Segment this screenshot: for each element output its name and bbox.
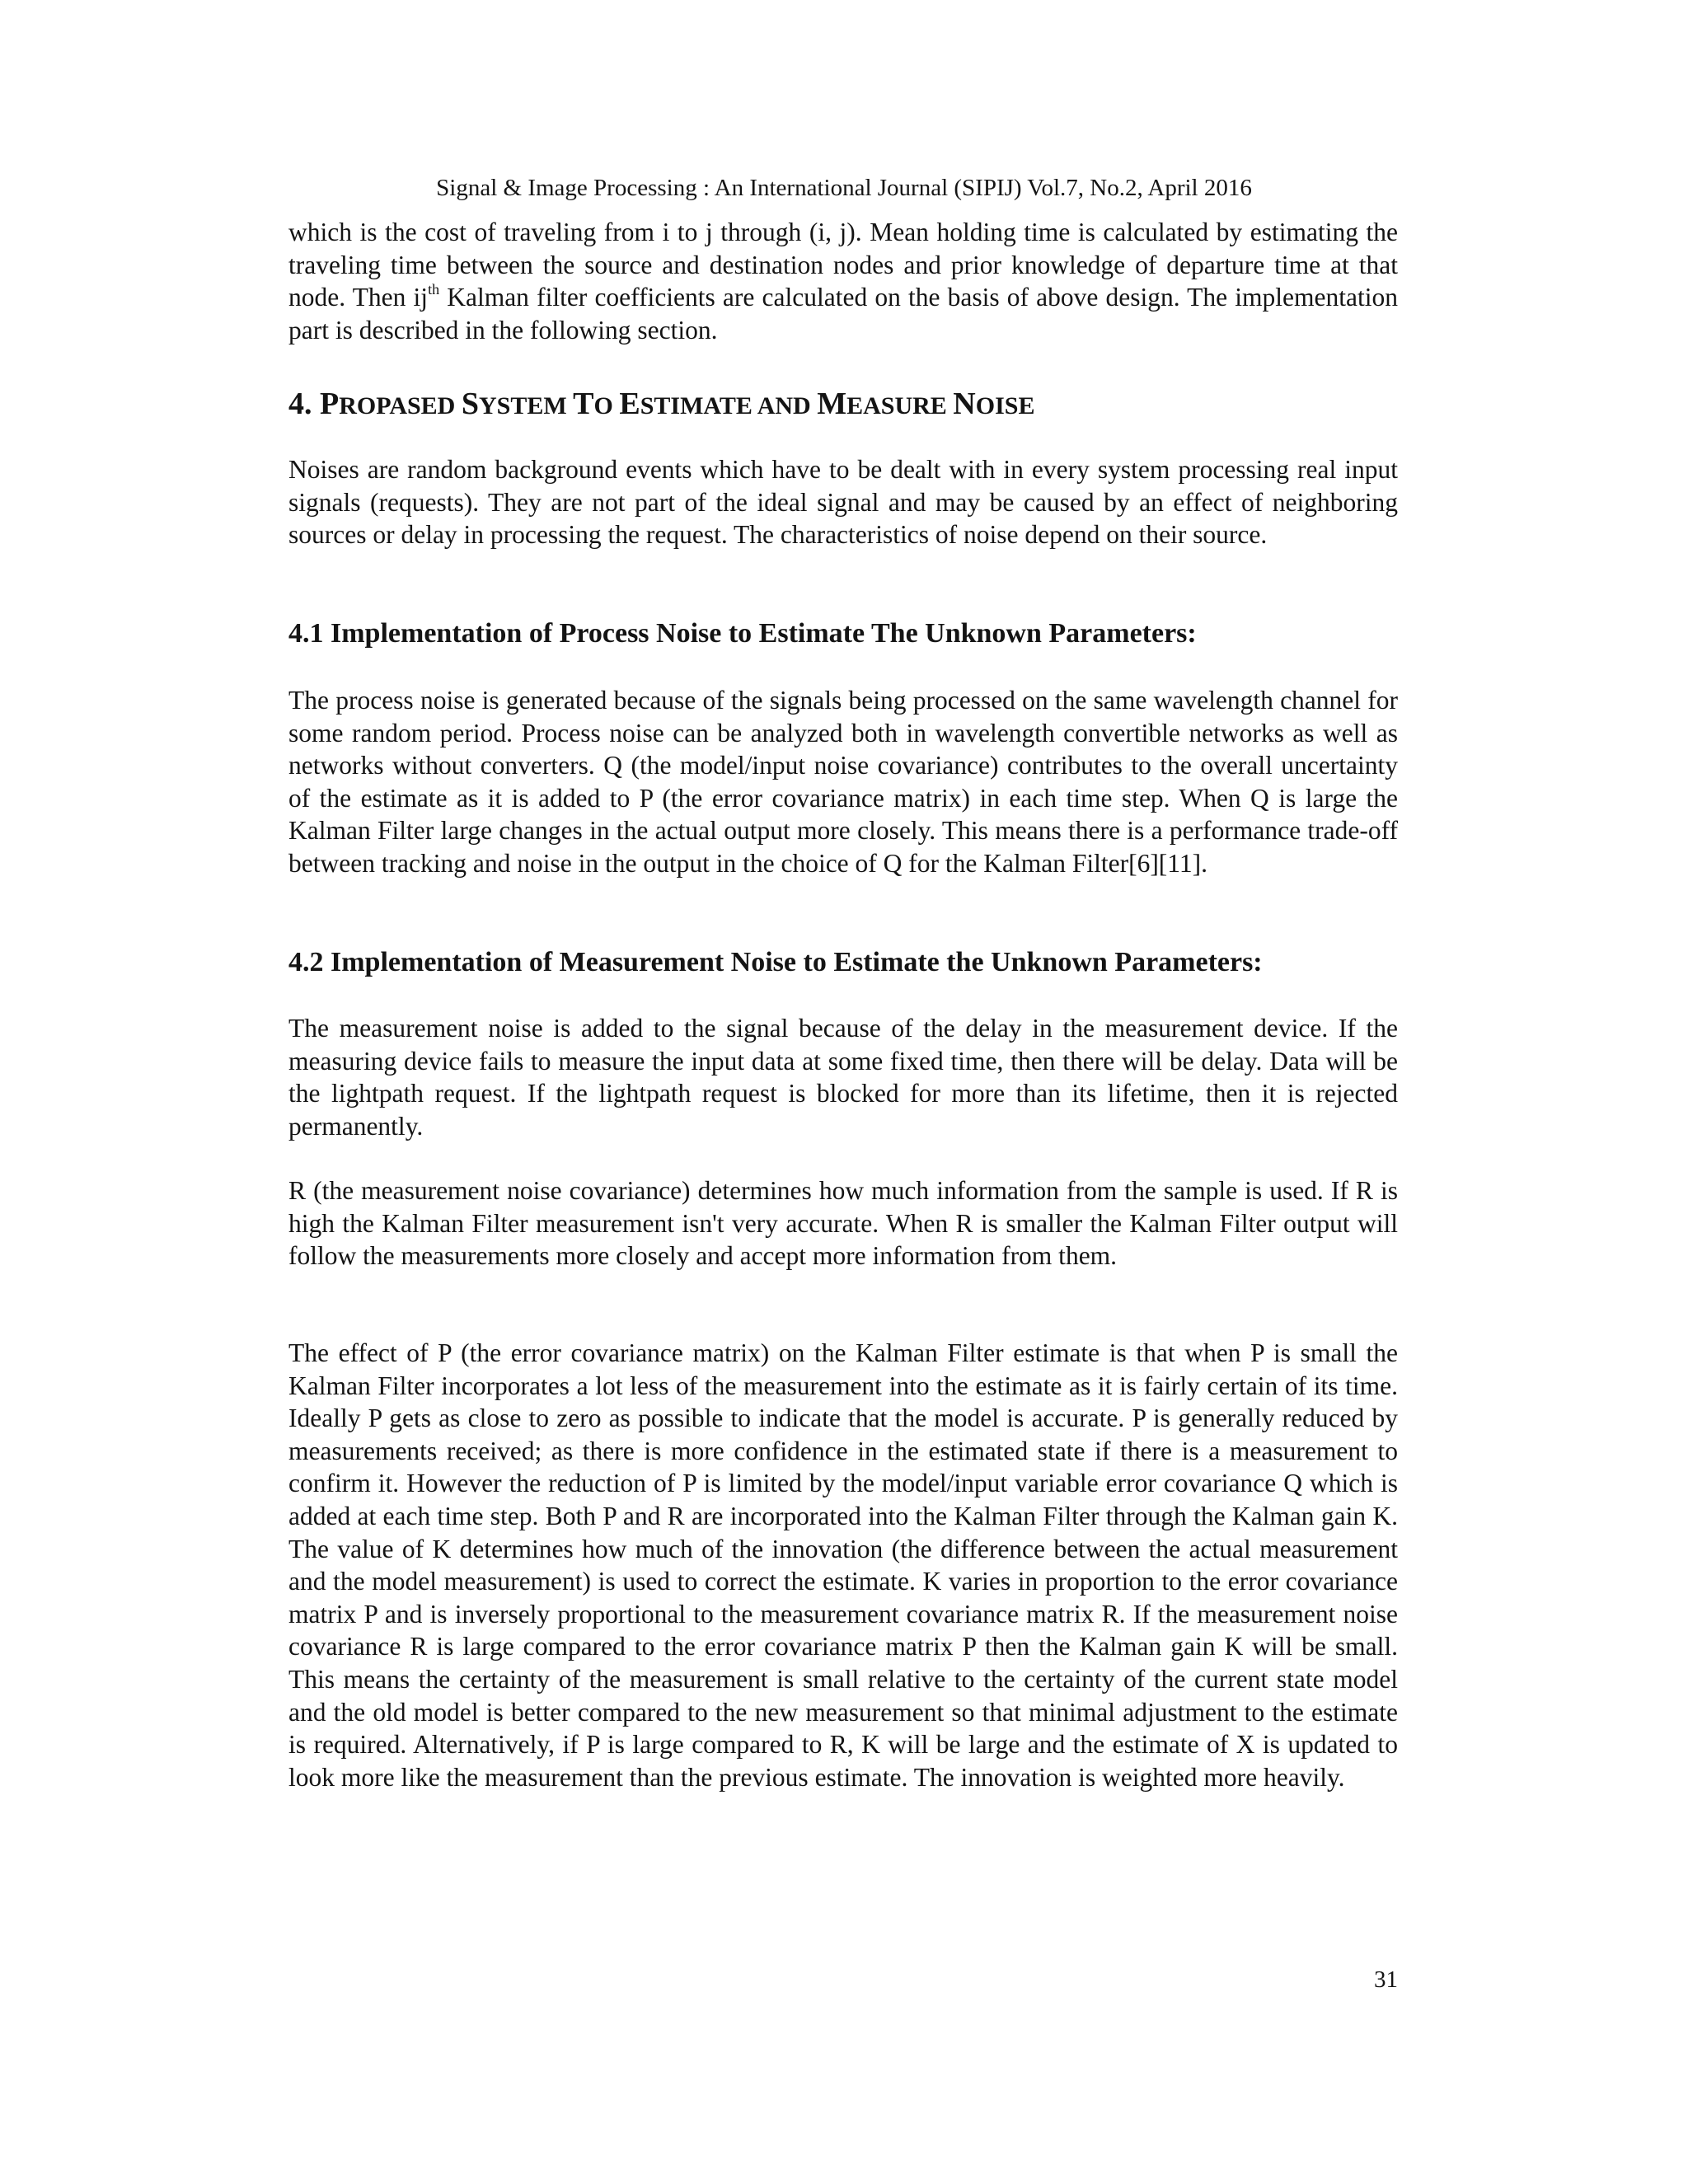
section-4-title-rest: O [593, 392, 620, 419]
section-4-heading [288, 384, 1398, 426]
section-4-title-cap: N [953, 387, 976, 421]
section-4-title-cap: T [573, 387, 594, 421]
section-4-2-heading: 4.2 Implementation of Measurement Noise to Estimate the Unknown Parameters: [288, 947, 1263, 977]
intro-paragraph [288, 216, 1398, 346]
section-4-title-cap: M [817, 387, 847, 421]
section-4-2-paragraph-1: The measurement noise is added to the signal because of the delay in the measurement device. If the measuring device fails to measure the input data at some fixed time, then there will be delay. Data will be the lightpath request. If the lightpath request is blocked for more than its lifetime, then it is rejected permanently. [288, 1014, 1398, 1141]
section-4-number: 4. [288, 387, 320, 421]
running-header: Signal & Image Processing : An International Journal (SIPIJ) Vol.7, No.2, April 2016 [436, 175, 1252, 201]
section-4-title-rest: YSTEM [478, 392, 574, 419]
page-number: 31 [1374, 1966, 1398, 1993]
section-4-paragraph: Noises are random background events which have to be dealt with in every system processing real input signals (requests). They are not part of the ideal signal and may be caused by an effect of neighboring sources or delay in processing the request. The characteristics of noise depend on their source. [288, 455, 1398, 550]
section-4-title-rest: STIMATE AND [640, 392, 818, 419]
section-4-2-paragraph-2: R (the measurement noise covariance) determines how much information from the sample is used. If R is high the Kalman Filter measurement isn't very accurate. When R is smaller the Kalman Filter output will follow the measurements more closely and accept more information from them. [288, 1176, 1398, 1271]
section-4-title-rest: OISE [975, 392, 1035, 419]
section-4-title-cap: P [320, 387, 340, 421]
section-4-1-paragraph: The process noise is generated because of the signals being processed on the same wavelength channel for some random period. Process noise can be analyzed both in wavelength convertible networks as well as networks without converters. Q (the model/input noise covariance) contributes to the overall uncertainty of the estimate as it is added to P (the error covariance matrix) in each time step. When Q is large the Kalman Filter large changes in the actual output more closely. This means there is a performance trade-off between tracking and noise in the output in the choice of Q for the Kalman Filter[6][11]. [288, 686, 1398, 878]
section-4-title-cap: S [461, 387, 479, 421]
section-4-1-heading: 4.1 Implementation of Process Noise to Estimate The Unknown Parameters: [288, 618, 1197, 649]
section-4-title-rest: EASURE [846, 392, 954, 419]
section-4-title-rest: ROPASED [339, 392, 462, 419]
section-4-2-paragraph-3: The effect of P (the error covariance matrix) on the Kalman Filter estimate is that when P is small the Kalman Filter incorporates a lot less of the measurement into the estimate as it is fairly certain of its time. Ideally P gets as close to zero as possible to indicate that the model is accurate. P is generally reduced by measurements received; as there is more confidence in the estimated state if there is a measurement to confirm it. However the reduction of P is limited by the model/input variable error covariance Q which is added at each time step. Both P and R are incorporated into the Kalman Filter through the Kalman gain K. The value of K determines how much of the innovation (the difference between the actual measurement and the model measurement) is used to correct the estimate. K varies in proportion to the error covariance matrix P and is inversely proportional to the measurement covariance matrix R. If the measurement noise covariance R is large compared to the error covariance matrix P then the Kalman gain K will be small. This means the certainty of the measurement is small relative to the certainty of the current state model and the old model is better compared to the new measurement so that minimal adjustment to the estimate is required. Alternatively, if P is large compared to R, K will be large and the estimate of X is updated to look more like the measurement than the previous estimate. The innovation is weighted more heavily. [288, 1338, 1398, 1792]
section-4-title-cap: E [619, 387, 640, 421]
intro-text-before-sup: which is the cost of traveling from i to j through (i, j). Mean holding time is calculated by estimating the traveling time between the source and destination nodes and prior knowledge of departure time at that node. Then ij [288, 218, 1398, 312]
intro-superscript: th [428, 281, 440, 298]
intro-text-after-sup: Kalman filter coefficients are calculated on the basis of above design. The implementation part is described in the following section. [288, 283, 1398, 344]
